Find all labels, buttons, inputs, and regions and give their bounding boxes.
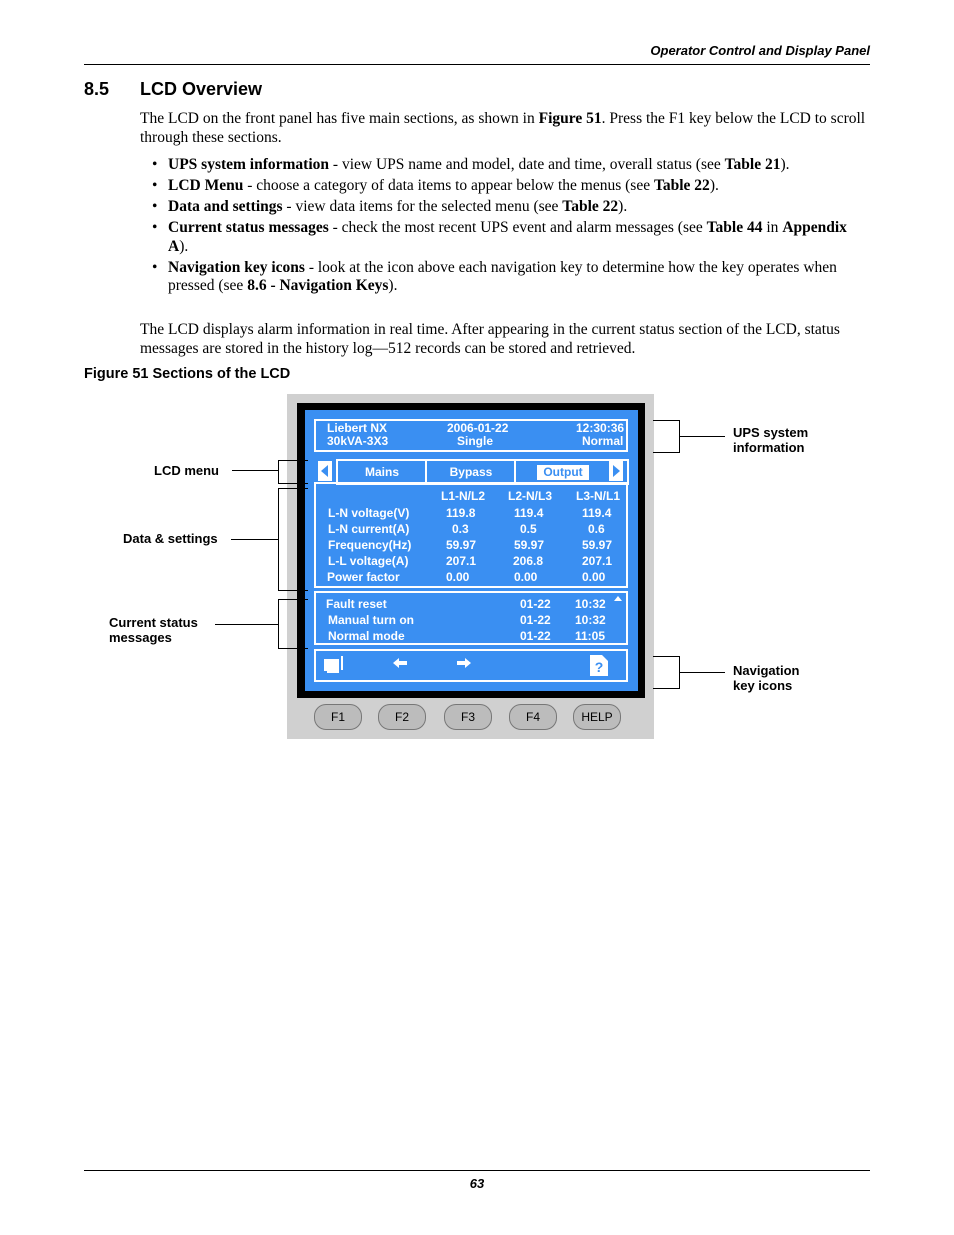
ups-name: Liebert NX [327,421,388,435]
callout-bracket [278,488,308,489]
column-header: L2-N/L3 [508,489,553,503]
figure-caption: Figure 51 Sections of the LCD [84,366,291,382]
help-key[interactable]: HELP [573,704,621,730]
running-header: Operator Control and Display Panel [650,43,870,58]
row-value: 119.4 [582,506,612,520]
callout-bracket [653,420,680,421]
row-value: 206.8 [513,554,544,568]
table-ref[interactable]: Table 22 [562,198,619,215]
callout-bracket [278,599,308,600]
table-ref[interactable]: Table 44 [706,219,763,236]
callout-bracket [653,656,680,657]
closing-paragraph: The LCD displays alarm information in real time. After appearing in the current status section of the LCD, status messages are stored in the history log—512 records can be stored and retrieved. [140,321,840,357]
list-item: • Current status messages - check the most recent UPS event and alarm messages (see Table 44 in Appendix A). [152,219,847,255]
callout-bracket [278,488,279,591]
ups-date: 2006-01-22 [447,421,509,435]
message-time: 10:32 [575,613,606,627]
footer-rule [84,1170,870,1171]
callout-status-messages: Current status messages [109,615,198,645]
column-header: L3-N/L1 [576,489,621,503]
message-text: Manual turn on [328,613,414,627]
page-number: 63 [469,1176,485,1191]
row-value: 59.97 [514,538,545,552]
menu-right-arrow[interactable] [609,461,623,481]
list-item: • LCD Menu - choose a category of data items to appear below the menus (see Table 22). [152,177,719,194]
callout-bracket [653,452,680,453]
list-item: • Navigation key icons - look at the icon above each navigation key to determine how the key operates when pressed (see 8.6 - Navigation Keys). [152,258,837,294]
triangle-left-icon [318,461,332,481]
callout-bracket [278,648,308,649]
intro-paragraph: The LCD on the front panel has five main sections, as shown in Figure 51. Press the F1 key below the LCD to scroll through these sections. [140,110,866,146]
row-label: Power factor [327,570,400,584]
callout-bracket [278,483,308,484]
row-value: 119.8 [446,506,476,520]
tab-mains[interactable]: Mains [364,465,399,479]
callout-navigation: Navigation key icons [733,663,800,693]
table-ref[interactable]: Table 21 [724,156,781,173]
table-ref[interactable]: Table 22 [653,177,710,194]
column-header: L1-N/L2 [441,489,486,503]
message-date: 01-22 [520,629,551,643]
row-value: 207.1 [582,554,613,568]
header-rule [84,64,870,65]
page-icon[interactable] [323,654,345,676]
figure-ref[interactable]: Figure 51 [538,110,602,127]
message-time: 10:32 [575,597,606,611]
message-date: 01-22 [520,597,551,611]
message-text: Normal mode [328,629,405,643]
right-arrow-icon[interactable] [456,656,472,670]
f2-key[interactable]: F2 [378,704,426,730]
row-value: 0.6 [588,522,605,536]
row-value: 0.00 [582,570,606,584]
f1-key[interactable]: F1 [314,704,362,730]
message-time: 11:05 [575,629,606,643]
triangle-right-icon [609,461,623,481]
callout-leader [680,436,725,437]
ups-mode: Single [457,434,494,448]
row-value: 0.00 [446,570,470,584]
appendix-ref[interactable]: Appendix A [168,219,847,255]
menu-left-arrow[interactable] [318,461,332,481]
tab-output[interactable]: Output [516,461,610,483]
ups-status: Normal [582,434,624,448]
callout-bracket [278,460,308,461]
section-list [152,156,870,298]
callout-data-settings: Data & settings [123,531,218,546]
row-label: L-N current(A) [328,522,410,536]
row-value: 59.97 [446,538,477,552]
left-arrow-icon[interactable] [392,656,408,670]
message-date: 01-22 [520,613,551,627]
tab-bypass[interactable]: Bypass [449,465,493,479]
list-item: • UPS system information - view UPS name and model, date and time, overall status (see Table 21). [152,156,790,173]
section-title: LCD Overview [140,79,263,99]
callout-leader [680,672,725,673]
callout-leader [232,470,278,471]
row-value: 0.00 [514,570,538,584]
callout-bracket [278,460,279,484]
section-number: 8.5 [84,79,110,99]
callout-leader [231,539,278,540]
ups-time: 12:30:36 [576,421,625,435]
row-label: L-N voltage(V) [328,506,410,520]
callout-bracket [278,599,279,649]
scroll-up-icon[interactable] [613,595,623,602]
callout-bracket [278,590,308,591]
callout-leader [215,624,278,625]
list-item: • Data and settings - view data items for the selected menu (see Table 22). [152,198,628,215]
ups-model: 30kVA-3X3 [327,434,389,448]
callout-lcd-menu: LCD menu [154,463,219,478]
f4-key[interactable]: F4 [509,704,557,730]
message-text: Fault reset [326,597,387,611]
row-value: 0.5 [520,522,537,536]
section-ref[interactable]: 8.6 - Navigation Keys [247,277,389,294]
svg-text:?: ? [594,659,604,675]
row-value: 59.97 [582,538,613,552]
row-value: 119.4 [514,506,544,520]
help-icon[interactable] [589,654,609,677]
f3-key[interactable]: F3 [444,704,492,730]
row-label: Frequency(Hz) [328,538,412,552]
row-label: L-L voltage(A) [328,554,409,568]
row-value: 207.1 [446,554,477,568]
callout-bracket [653,688,680,689]
callout-ups-info: UPS system information [733,425,809,455]
row-value: 0.3 [452,522,469,536]
